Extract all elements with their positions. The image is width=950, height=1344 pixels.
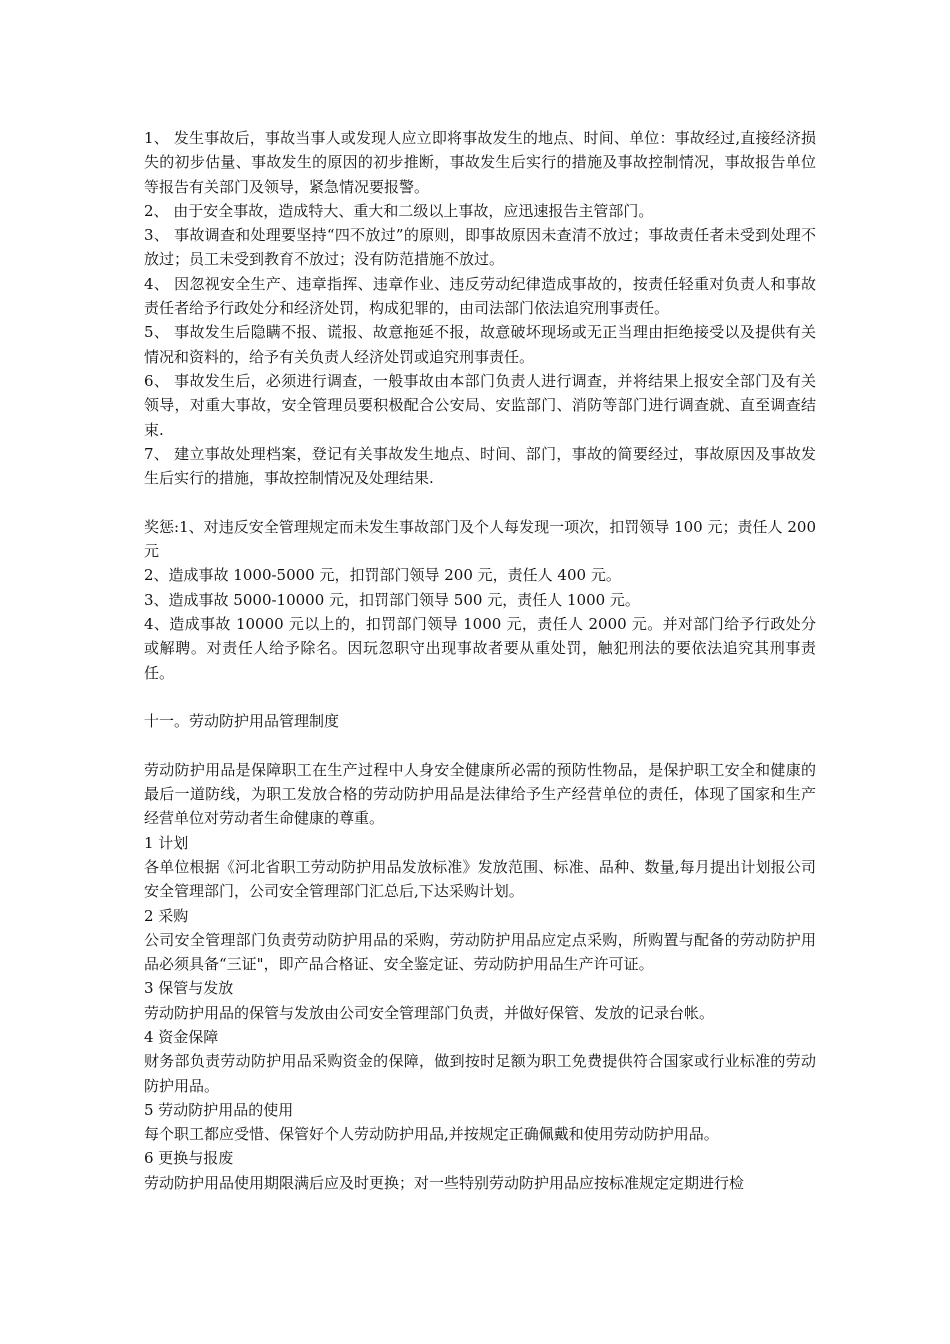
paragraph-spacer <box>144 490 816 514</box>
ppe-intro-paragraph: 劳动防护用品是保障职工在生产过程中人身安全健康所必需的预防性物品，是保护职工安全和健康的最后一道防线，为职工发放合格的劳动防护用品是法律给予生产经营单位的责任，体现了国家和生产经营单位对劳动者生命健康的尊重。 <box>144 760 816 828</box>
paragraph-spacer <box>144 685 816 709</box>
accident-item-3: 3、 事故调查和处理要坚持“四不放过”的原则，即事故原因未查清不放过；事故责任者未受到处理不放过；员工未受到教育不放过；没有防范措施不放过。 <box>144 226 816 269</box>
accident-item-6: 6、 事故发生后，必须进行调查，一般事故由本部门负责人进行调查，并将结果上报安全部门及有关领导，对重大事故，安全管理员要积极配合公安局、安监部门、消防等部门进行调查就、直至调查结束. <box>144 371 816 439</box>
accident-item-1: 1、 发生事故后，事故当事人或发现人应立即将事故发生的地点、时间、单位：事故经过,直接经济损失的初步估量、事故发生的原因的初步推断，事故发生后实行的措施及事故控制情况，事故报告单位等报告有关部门及领导，紧急情况要报警。 <box>144 129 816 196</box>
ppe-text-usage: 每个职工都应受惜、保管好个人劳动防护用品,并按规定正确佩戴和使用劳动防护用品。 <box>144 1125 719 1144</box>
reward-penalty-list <box>144 515 816 685</box>
ppe-subheading-replacement: 6 更换与报废 <box>144 1149 234 1168</box>
document-page <box>144 126 816 1195</box>
accident-item-4: 4、 因忽视安全生产、违章指挥、违章作业、违反劳动纪律造成事故的，按责任轻重对负责人和事故责任者给予行政处分和经济处罚，构成犯罪的，由司法部门依法追究刑事责任。 <box>144 274 816 318</box>
ppe-subheading-funding: 4 资金保障 <box>144 1027 219 1046</box>
reward-item-4: 4、造成事故 10000 元以上的，扣罚部门领导 1000 元，责任人 2000 元。并对部门给予行政处分或解聘。对责任人给予除名。因玩忽职守出现事故者要从重处罚，触犯刑法的要依法追究其刑事责任。 <box>144 614 816 682</box>
reward-item-3: 3、造成事故 5000-10000 元，扣罚部门领导 500 元，责任人 1000 元。 <box>144 590 640 609</box>
ppe-text-storage: 劳动防护用品的保管与发放由公司安全管理部门负责，并做好保管、发放的记录台帐。 <box>144 1003 715 1022</box>
section-heading: 十一。劳动防护用品管理制度 <box>144 712 340 731</box>
accident-item-7: 7、 建立事故处理档案，登记有关事故发生地点、时间、部门，事故的简要经过，事故原因及事故发生后实行的措施，事故控制情况及处理结果. <box>144 444 816 488</box>
ppe-subheading-usage: 5 劳动防护用品的使用 <box>144 1100 294 1119</box>
ppe-text-replacement: 劳动防护用品使用期限满后应及时更换；对一些特别劳动防护用品应按标准规定定期进行检 <box>144 1173 745 1192</box>
ppe-subheading-purchase: 2 采购 <box>144 906 189 925</box>
reward-item-1: 奖惩:1、对违反安全管理规定而未发生事故部门及个人每发现一项次，扣罚领导 100 元；责任人 200 元 <box>144 517 816 561</box>
ppe-text-funding: 财务部负责劳动防护用品采购资金的保障，做到按时足额为职工免费提供符合国家或行业标准的劳动防护用品。 <box>144 1052 816 1095</box>
ppe-text-plan: 各单位根据《河北省职工劳动防护用品发放标准》发放范围、标准、品种、数量,每月提出计划报公司安全管理部门，公司安全管理部门汇总后,下达采购计划。 <box>144 857 816 901</box>
ppe-subheading-storage: 3 保管与发放 <box>144 979 234 998</box>
ppe-subheading-plan: 1 计划 <box>144 833 189 852</box>
ppe-text-purchase: 公司安全管理部门负责劳动防护用品的采购，劳动防护用品应定点采购，所购置与配备的劳动防护用品必须具备“三证"，即产品合格证、安全鉴定证、劳动防护用品生产许可证。 <box>144 930 816 974</box>
accident-procedure-list <box>144 126 816 490</box>
reward-item-2: 2、造成事故 1000-5000 元，扣罚部门领导 200 元，责任人 400 元。 <box>144 566 621 585</box>
paragraph-spacer <box>144 733 816 757</box>
accident-item-5: 5、 事故发生后隐瞒不报、谎报、故意拖延不报，故意破坏现场或无正当理由拒绝接受以及提供有关情况和资料的，给予有关负责人经济处罚或追究刑事责任。 <box>144 323 816 366</box>
accident-item-2: 2、 由于安全事故，造成特大、重大和二级以上事故，应迅速报告主管部门。 <box>144 201 654 220</box>
ppe-rules-list <box>144 831 816 1195</box>
